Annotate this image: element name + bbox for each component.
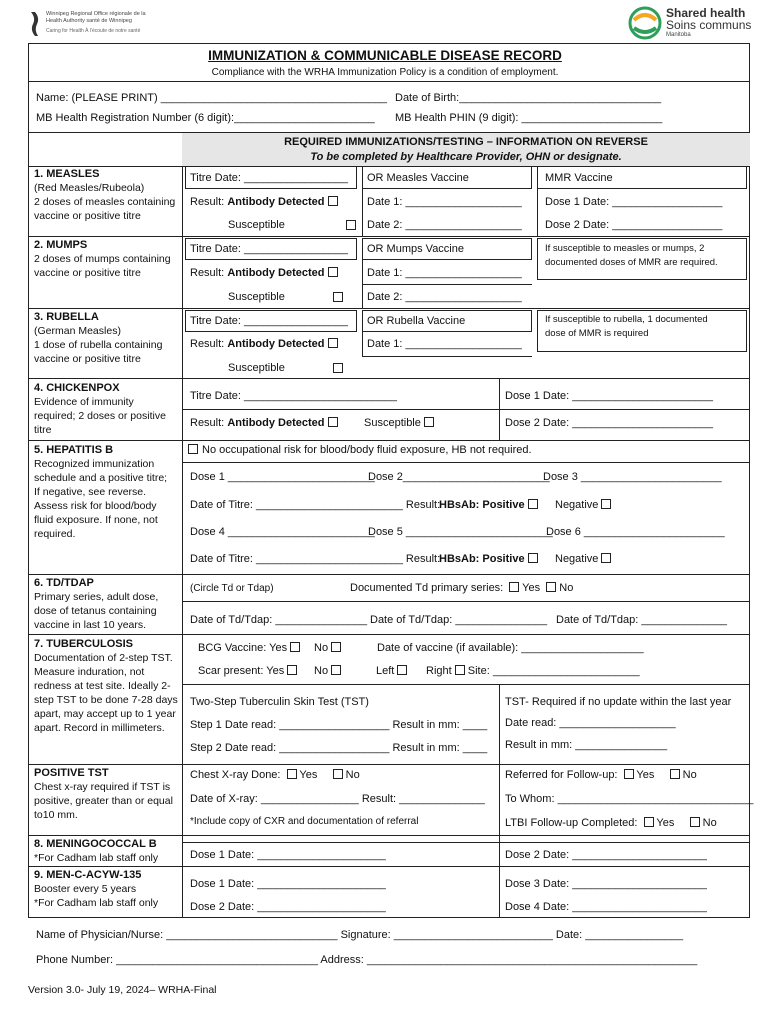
mumps-susc: Susceptible (228, 291, 285, 303)
measles-desc2: 2 doses of measles containing (34, 196, 176, 208)
menc-desc2: *For Cadham lab staff only (34, 897, 159, 909)
hepb-desc2: schedule and a positive titre; (34, 472, 168, 484)
chickenpox-label (34, 381, 180, 437)
hepb-dose1[interactable]: Dose 1 ________________________ (190, 471, 375, 483)
menc-desc1: Booster every 5 years (34, 883, 137, 895)
physician-line[interactable]: Name of Physician/Nurse: ____________________________ Signature: __________________________ Date: ________________ (36, 929, 684, 941)
tb-scar-label: Scar present: Yes (198, 665, 285, 677)
form-title: IMMUNIZATION & COMMUNICABLE DISEASE RECORD (208, 48, 562, 63)
tb-bcg (198, 642, 300, 655)
postst-ltbi-no-checkbox[interactable] (690, 817, 700, 827)
postst-label (34, 766, 180, 822)
hepb-hbsab2-label: HBsAb: Positive (439, 553, 525, 565)
hepb-norisk-label: No occupational risk for blood/body fluid exposure, HB not required. (202, 444, 532, 456)
postst-ref-no-label: No (682, 769, 697, 781)
mening-head: 8. MENINGOCOCCAL B (34, 838, 157, 850)
tb-scar (198, 665, 297, 678)
measles-susc-checkbox[interactable] (346, 220, 356, 230)
postst-cxr-yes-checkbox[interactable] (287, 769, 297, 779)
chickenpox-desc3: titre (34, 424, 52, 436)
hepb-dose5[interactable]: Dose 5 ________________________ (368, 526, 553, 538)
tb-right-label: Right (426, 665, 452, 677)
rubella-susc: Susceptible (228, 362, 285, 374)
wrha-line2: Health Authority santé de Winnipeg (46, 18, 132, 24)
tb-desc4: step TST to be done 7-28 days (34, 694, 178, 706)
tdap-desc3: vaccine in last 10 years. (34, 619, 147, 631)
mumps-label (34, 238, 180, 280)
mening-desc1: *For Cadham lab staff only (34, 852, 159, 864)
wrha-logo (28, 10, 146, 40)
tdap-date1[interactable]: Date of Td/Tdap: _______________ (190, 614, 368, 626)
mumps-result (190, 267, 338, 280)
chickenpox-dose1[interactable]: Dose 1 Date: _______________________ (505, 390, 713, 402)
tdap-desc1: Primary series, adult dose, (34, 591, 159, 603)
measles-date2[interactable]: Date 2: ___________________ (367, 219, 522, 231)
hepb-head: 5. HEPATITIS B (34, 444, 114, 456)
tb-right-checkbox[interactable] (455, 665, 465, 675)
menc-dose4[interactable]: Dose 4 Date: ______________________ (505, 901, 707, 913)
tb-step2[interactable]: Step 2 Date read: __________________ Result in mm: ____ (190, 742, 488, 754)
postst-desc1: Chest x-ray required if TST is (34, 781, 171, 793)
tb-date-read[interactable]: Date read: ___________________ (505, 717, 676, 729)
measles-result (190, 196, 338, 209)
measles-label (34, 167, 180, 223)
hepb-hbsab2 (439, 553, 538, 566)
hepb-neg1-checkbox[interactable] (601, 499, 611, 509)
tb-bcg-no-checkbox[interactable] (331, 642, 341, 652)
tdap-date2[interactable]: Date of Td/Tdap: _______________ (370, 614, 548, 626)
postst-note: *Include copy of CXR and documentation of referral (190, 816, 419, 827)
rubella-titre[interactable]: Titre Date: _________________ (190, 315, 348, 327)
chickenpox-result-label: Result: (190, 417, 225, 429)
mumps-head: 2. MUMPS (34, 239, 88, 251)
wrha-line1: Winnipeg Regional Office régionale de la (46, 11, 146, 17)
chickenpox-desc1: Evidence of immunity (34, 396, 134, 408)
form-subtitle: Compliance with the WRHA Immunization Policy is a condition of employment. (211, 67, 559, 78)
postst-cxr (190, 769, 360, 782)
measles-or: OR Measles Vaccine (367, 172, 469, 184)
postst-ltbi-yes-checkbox[interactable] (644, 817, 654, 827)
hepb-desc3: If negative, see reverse. (34, 486, 147, 498)
chickenpox-susc-label: Susceptible (364, 417, 421, 429)
tb-scar-no (314, 665, 341, 678)
tb-tst-title: Two-Step Tuberculin Skin Test (TST) (190, 696, 369, 708)
rubella-desc1: (German Measles) (34, 325, 121, 337)
tb-site-label: Site: ________________________ (467, 665, 640, 677)
tdap-no-checkbox[interactable] (546, 582, 556, 592)
postst-ref-label: Referred for Follow-up: (505, 769, 618, 781)
brand-line3: Manitoba (666, 32, 691, 38)
postst-head: POSITIVE TST (34, 767, 109, 779)
shared-health-mark-icon (628, 6, 662, 40)
measles-susc: Susceptible (228, 219, 285, 231)
hepb-dose2[interactable]: Dose 2________________________ (368, 471, 550, 483)
menc-label (34, 868, 180, 910)
hepb-dose4[interactable]: Dose 4 ________________________ (190, 526, 375, 538)
tdap-label (34, 576, 180, 632)
tb-head: 7. TUBERCULOSIS (34, 638, 134, 650)
rubella-susc-checkbox[interactable] (333, 363, 343, 373)
mumps-date2[interactable]: Date 2: ___________________ (367, 291, 522, 303)
tb-right (426, 665, 640, 678)
rubella-note1: If susceptible to rubella, 1 documented (545, 314, 708, 325)
hepb-pos2-checkbox[interactable] (528, 553, 538, 563)
postst-cxr-yes-label: Yes (299, 769, 318, 781)
mumps-or: OR Mumps Vaccine (367, 243, 464, 255)
hepb-titre1[interactable]: Date of Titre: ________________________ Result: (190, 499, 441, 511)
tdap-yes-checkbox[interactable] (509, 582, 519, 592)
version-text: Version 3.0- July 19, 2024– WRHA-Final (28, 984, 217, 996)
phin-field[interactable]: MB Health PHIN (9 digit): _______________________ (395, 112, 663, 124)
rubella-date1[interactable]: Date 1: ___________________ (367, 338, 522, 350)
postst-ltbi (505, 817, 717, 830)
postst-dox[interactable]: Date of X-ray: ________________ Result: ______________ (190, 793, 485, 805)
chickenpox-head: 4. CHICKENPOX (34, 382, 120, 394)
measles-desc1: (Red Measles/Rubeola) (34, 182, 145, 194)
chickenpox-desc2: required; 2 doses or positive (34, 410, 166, 422)
tdap-circle: (Circle Td or Tdap) (190, 583, 274, 594)
measles-titre[interactable]: Titre Date: _________________ (190, 172, 348, 184)
chickenpox-dose2[interactable]: Dose 2 Date: _______________________ (505, 417, 713, 429)
measles-dose1[interactable]: Dose 1 Date: __________________ (545, 196, 723, 208)
measles-result-label: Result: (190, 196, 225, 208)
rubella-ab-checkbox[interactable] (328, 338, 338, 348)
mening-label (34, 837, 180, 865)
shared-health-logo (628, 6, 758, 42)
postst-desc3: to10 mm. (34, 809, 78, 821)
postst-ltbi-label: LTBI Follow-up Completed: (505, 817, 638, 829)
section-title: REQUIRED IMMUNIZATIONS/TESTING – INFORMATION ON REVERSE (284, 136, 648, 148)
mbhr-field[interactable]: MB Health Registration Number (6 digit):_______________________ (36, 112, 375, 124)
mumps-note2: documented doses of MMR are required. (545, 257, 718, 268)
measles-dose2[interactable]: Dose 2 Date: __________________ (545, 219, 723, 231)
measles-date1[interactable]: Date 1: ___________________ (367, 196, 522, 208)
mumps-date1[interactable]: Date 1: ___________________ (367, 267, 522, 279)
measles-desc3: vaccine or positive titre (34, 210, 141, 222)
hepb-label (34, 443, 180, 541)
menc-dose1[interactable]: Dose 1 Date: _____________________ (190, 878, 386, 890)
wrha-line3: Caring for Health À l'écoute de notre santé (46, 28, 141, 34)
hepb-hbsab1-label: HBsAb: Positive (439, 499, 525, 511)
hepb-dose3[interactable]: Dose 3 _______________________ (543, 471, 722, 483)
rubella-result (190, 338, 338, 351)
hepb-neg2-label: Negative (555, 553, 599, 565)
postst-whom[interactable]: To Whom: ________________________________ (505, 793, 754, 805)
mumps-ab-checkbox[interactable] (328, 267, 338, 277)
rubella-result-label: Result: (190, 338, 225, 350)
mumps-result-label: Result: (190, 267, 225, 279)
postst-cxr-no-checkbox[interactable] (333, 769, 343, 779)
rubella-desc2: 1 dose of rubella containing (34, 339, 163, 351)
tdap-no-label: No (559, 582, 574, 594)
tdap-doc-label: Documented Td primary series: (350, 582, 504, 594)
mumps-titre[interactable]: Titre Date: _________________ (190, 243, 348, 255)
mening-dose1[interactable]: Dose 1 Date: _____________________ (190, 849, 386, 861)
mening-dose2[interactable]: Dose 2 Date: ______________________ (505, 849, 707, 861)
tb-bcg-yes-checkbox[interactable] (290, 642, 300, 652)
mumps-desc2: vaccine or positive titre (34, 267, 141, 279)
tb-dov[interactable]: Date of vaccine (if available): ____________________ (377, 642, 644, 654)
name-field[interactable]: Name: (PLEASE PRINT) _____________________________________ (36, 92, 388, 104)
hepb-dose6[interactable]: Dose 6 _______________________ (546, 526, 725, 538)
tb-desc5: apart, may accept up to 1 year (34, 708, 176, 720)
rubella-head: 3. RUBELLA (34, 311, 99, 323)
rubella-ab: Antibody Detected (227, 338, 325, 350)
menc-head: 9. MEN-C-ACYW-135 (34, 869, 142, 881)
tb-label (34, 637, 180, 735)
hepb-neg1-label: Negative (555, 499, 599, 511)
postst-ref-yes-checkbox[interactable] (624, 769, 634, 779)
mumps-note1: If susceptible to measles or mumps, 2 (545, 243, 705, 254)
chickenpox-ab: Antibody Detected (227, 417, 325, 429)
tb-scar-no-checkbox[interactable] (331, 665, 341, 675)
hepb-norisk-checkbox[interactable] (188, 444, 198, 454)
postst-ltbi-yes-label: Yes (656, 817, 675, 829)
brand-line2: Soins communs (666, 18, 752, 32)
hepb-desc4: Assess risk for blood/body (34, 500, 157, 512)
hepb-norisk (188, 444, 532, 457)
hepb-desc1: Recognized immunization (34, 458, 155, 470)
chickenpox-susc-checkbox[interactable] (424, 417, 434, 427)
chickenpox-ab-checkbox[interactable] (328, 417, 338, 427)
tb-bcg-label: BCG Vaccine: Yes (198, 642, 288, 654)
hepb-hbsab1 (439, 499, 538, 512)
tb-left-checkbox[interactable] (397, 665, 407, 675)
tb-scar-yes-checkbox[interactable] (287, 665, 297, 675)
tdap-doc (350, 582, 573, 595)
mumps-susc-checkbox[interactable] (333, 292, 343, 302)
postst-cxr-label: Chest X-ray Done: (190, 769, 281, 781)
tb-scar-no-label: No (314, 665, 329, 677)
hepb-neg2 (555, 553, 611, 566)
hepb-desc6: required. (34, 528, 76, 540)
tdap-head: 6. TD/TDAP (34, 577, 94, 589)
tb-desc3: redness at test site. Ideally 2- (34, 680, 171, 692)
tb-bcg-no (314, 642, 341, 655)
tb-desc1: Documentation of 2-step TST. (34, 652, 173, 664)
dob-field[interactable]: Date of Birth:_________________________________ (395, 92, 662, 104)
hepb-titre2[interactable]: Date of Titre: ________________________ Result: (190, 553, 441, 565)
wrha-mark-icon (28, 10, 44, 38)
brand-line1: Shared health (666, 6, 746, 20)
rubella-desc3: vaccine or positive titre (34, 353, 141, 365)
tb-bcg-no-label: No (314, 642, 329, 654)
rubella-label (34, 310, 180, 366)
rubella-or: OR Rubella Vaccine (367, 315, 466, 327)
postst-ltbi-no-label: No (702, 817, 717, 829)
mumps-desc1: 2 doses of mumps containing (34, 253, 171, 265)
measles-head: 1. MEASLES (34, 168, 100, 180)
tb-required: TST- Required if no update within the last year (505, 696, 732, 708)
chickenpox-titre[interactable]: Titre Date: _________________________ (190, 390, 397, 402)
tb-result-mm[interactable]: Result in mm: _______________ (505, 739, 668, 751)
postst-cxr-no-label: No (345, 769, 360, 781)
postst-ref-yes-label: Yes (636, 769, 655, 781)
postst-desc2: positive, greater than or equal (34, 795, 173, 807)
hepb-neg1 (555, 499, 611, 512)
measles-ab-checkbox[interactable] (328, 196, 338, 206)
mumps-ab: Antibody Detected (227, 267, 325, 279)
menc-dose2[interactable]: Dose 2 Date: _____________________ (190, 901, 386, 913)
chickenpox-susc (364, 417, 434, 430)
postst-ref (505, 769, 697, 782)
tb-left (376, 665, 407, 678)
tdap-date3[interactable]: Date of Td/Tdap: ______________ (556, 614, 728, 626)
rubella-note2: dose of MMR is required (545, 328, 649, 339)
measles-mmr: MMR Vaccine (545, 172, 613, 184)
tb-left-label: Left (376, 665, 395, 677)
measles-ab: Antibody Detected (227, 196, 325, 208)
postst-ref-no-checkbox[interactable] (670, 769, 680, 779)
chickenpox-result (190, 417, 338, 430)
hepb-neg2-checkbox[interactable] (601, 553, 611, 563)
tb-desc2: Measure induration, not (34, 666, 145, 678)
phone-line[interactable]: Phone Number: _________________________________ Address: ______________________________________________________ (36, 954, 698, 966)
tb-step1[interactable]: Step 1 Date read: __________________ Result in mm: ____ (190, 719, 488, 731)
hepb-desc5: fluid exposure. If none, not (34, 514, 158, 526)
tdap-desc2: dose of tetanus containing (34, 605, 157, 617)
tb-desc6: apart. Record in millimeters. (34, 722, 165, 734)
section-subtitle: To be completed by Healthcare Provider, OHN or designate. (310, 151, 622, 163)
menc-dose3[interactable]: Dose 3 Date: ______________________ (505, 878, 707, 890)
tdap-yes-label: Yes (522, 582, 541, 594)
hepb-pos1-checkbox[interactable] (528, 499, 538, 509)
